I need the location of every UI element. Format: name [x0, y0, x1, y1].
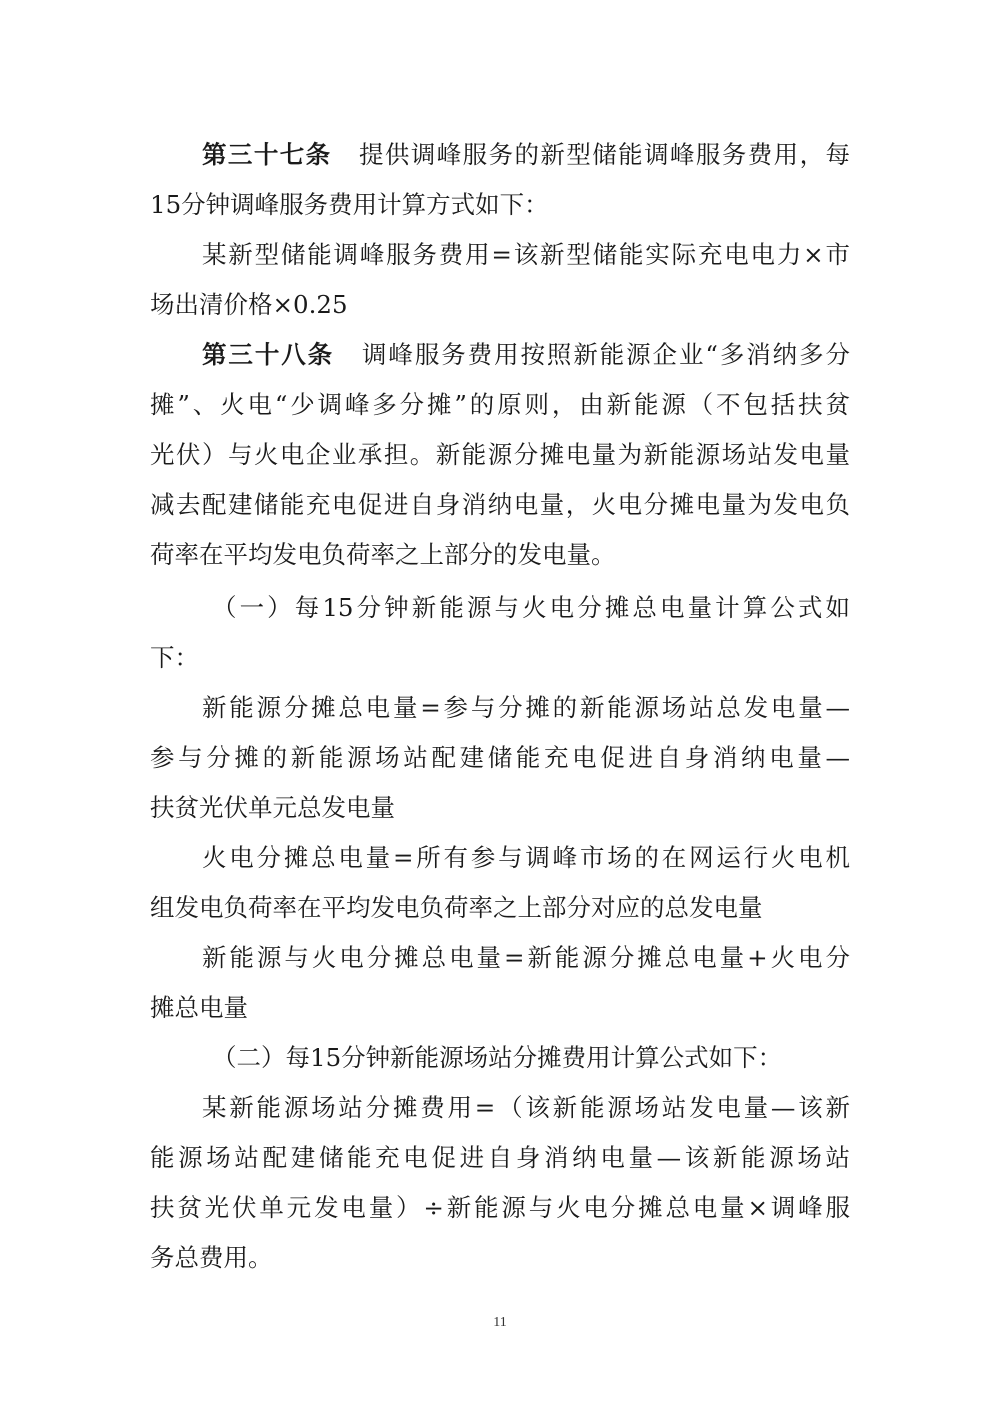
- art37-text-line2: 15分钟调峰服务费用计算方式如下：: [150, 190, 549, 219]
- item1-formula3-line2: 摊总电量: [150, 993, 248, 1022]
- item1-heading-line1: （一）每15分钟新能源与火电分摊总电量计算公式如: [212, 593, 850, 622]
- art37-first-line: [150, 130, 850, 180]
- item1-heading-line2: 下：: [150, 643, 199, 672]
- item2-formula-line3: 扶贫光伏单元发电量）÷新能源与火电分摊总电量×调峰服: [150, 1193, 850, 1222]
- page-number: 11: [493, 1315, 507, 1330]
- item1-formula1-line1: 新能源分摊总电量=参与分摊的新能源场站总发电量—: [202, 693, 850, 722]
- art37-heading: 第三十七条: [202, 140, 332, 169]
- item1-formula2-line1: 火电分摊总电量=所有参与调峰市场的在网运行火电机: [202, 843, 850, 872]
- art38-text-line5: 荷率在平均发电负荷率之上部分的发电量。: [150, 540, 616, 569]
- art38-heading: 第三十八条: [202, 340, 335, 369]
- art38-text-line3: 光伏）与火电企业承担。新能源分摊电量为新能源场站发电量: [150, 440, 850, 469]
- item2-formula-line2: 能源场站配建储能充电促进自身消纳电量—该新能源场站: [150, 1143, 850, 1172]
- art38-text-line2: 摊”、火电“少调峰多分摊”的原则，由新能源（不包括扶贫: [150, 390, 850, 419]
- item2-formula-line4: 务总费用。: [150, 1243, 273, 1272]
- item1-formula1-line3: 扶贫光伏单元总发电量: [150, 793, 395, 822]
- art37-formula-line2: 场出清价格×0.25: [150, 290, 348, 319]
- art37-formula-line1: 某新型储能调峰服务费用=该新型储能实际充电电力×市: [202, 240, 850, 269]
- art38-text-line4: 减去配建储能充电促进自身消纳电量，火电分摊电量为发电负: [150, 490, 850, 519]
- art38-text-line1: 调峰服务费用按照新能源企业“多消纳多分: [360, 340, 850, 369]
- art38-first-line: [150, 330, 850, 380]
- item1-formula3-line1: 新能源与火电分摊总电量=新能源分摊总电量+火电分: [202, 943, 850, 972]
- item2-heading-line: （二）每15分钟新能源场站分摊费用计算公式如下：: [212, 1043, 783, 1072]
- item1-formula1-line2: 参与分摊的新能源场站配建储能充电促进自身消纳电量—: [150, 743, 850, 772]
- item1-formula2-line2: 组发电负荷率在平均发电负荷率之上部分对应的总发电量: [150, 893, 763, 922]
- item2-formula-line1: 某新能源场站分摊费用=（该新能源场站发电量—该新: [202, 1093, 850, 1122]
- art37-text-line1: 提供调峰服务的新型储能调峰服务费用，每: [357, 140, 851, 169]
